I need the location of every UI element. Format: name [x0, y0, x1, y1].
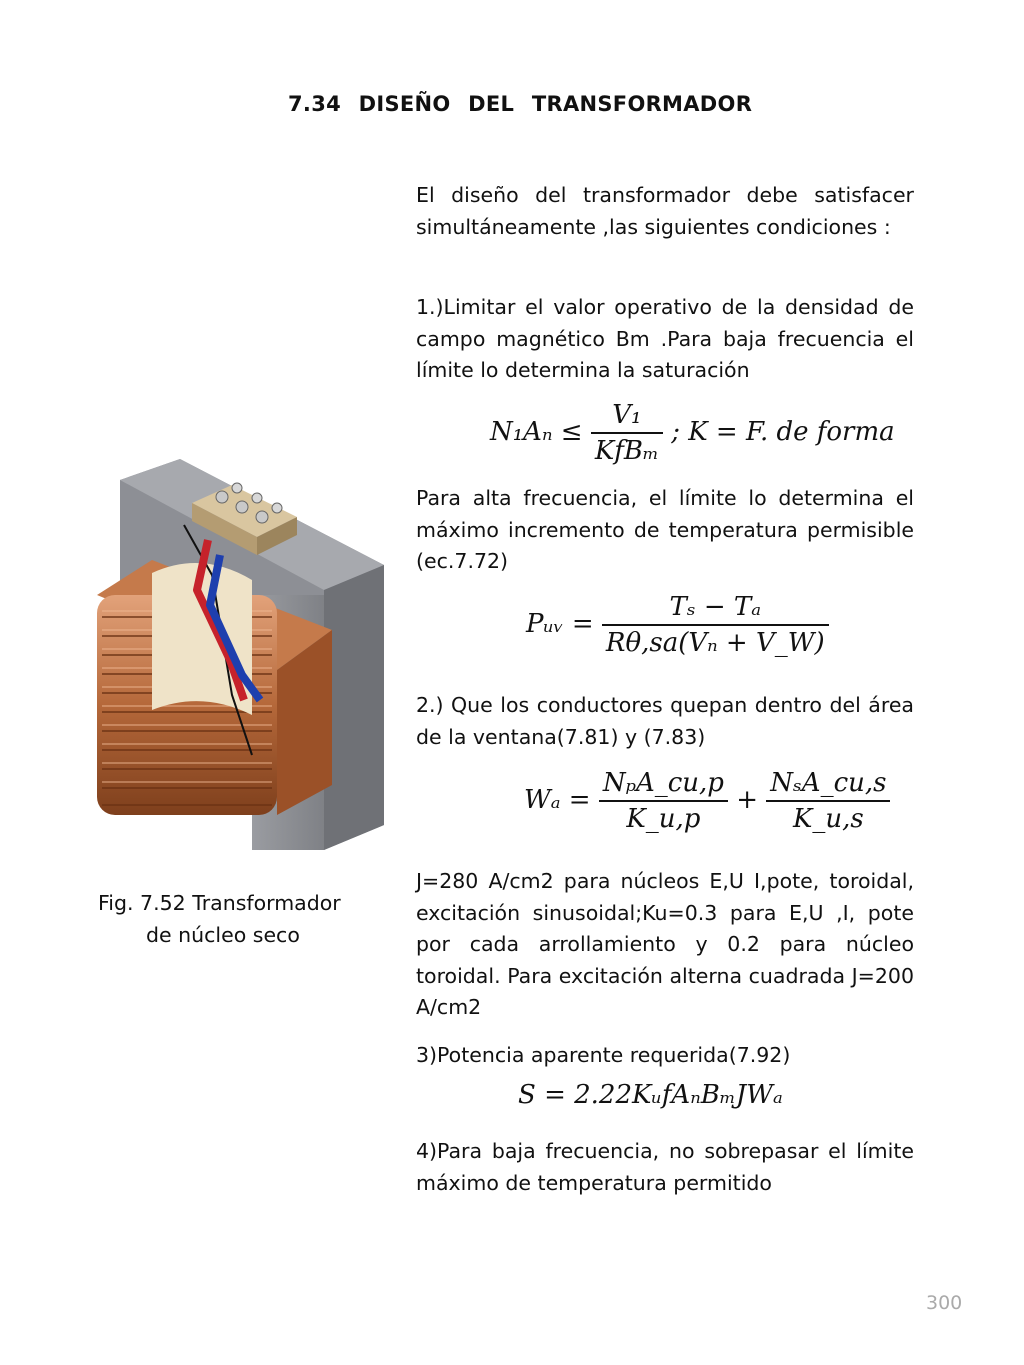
high-frequency-paragraph: Para alta frecuencia, el límite lo determina el máximo incremento de temperatura permisible (ec.7.72) [416, 486, 914, 573]
condition-1-paragraph: 1.)Limitar el valor operativo de la densidad de campo magnético Bm .Para baja frecuencia el límite lo determina la saturación [416, 295, 914, 382]
figure-caption [98, 887, 368, 951]
caption-line-2: de núcleo seco [146, 923, 300, 947]
eq1-left: N₁Aₙ ≤ [490, 417, 583, 447]
eq1-fraction [591, 398, 663, 468]
eq3-plus: + [736, 785, 759, 815]
eq2-denominator: Rθ,sa(Vₙ + V_W) [605, 628, 825, 658]
eq1-right: ; K = F. de forma [671, 417, 895, 447]
eq2-left: Pᵤᵥ = [526, 609, 594, 639]
eq2-fraction [602, 590, 829, 660]
eq3-denominator-primary: K_u,p [626, 804, 701, 834]
page-number: 300 [926, 1292, 963, 1314]
condition-2-paragraph: 2.) Que los conductores quepan dentro del área de la ventana(7.81) y (7.83) [416, 693, 914, 749]
eq1-numerator: V₁ [591, 398, 663, 434]
eq2-numerator: Tₛ − Tₐ [602, 590, 829, 626]
caption-line-1: Fig. 7.52 Transformador [98, 891, 341, 915]
transformer-illustration [92, 455, 404, 860]
condition-3-paragraph: 3)Potencia aparente requerida(7.92) [416, 1043, 791, 1067]
equation-window-area [524, 766, 890, 836]
current-density-paragraph: J=280 A/cm2 para núcleos E,U I,pote, toroidal, excitación sinusoidal;Ku=0.3 para E,U ,I, pote por cada arrollamiento y 0.2 para núcleo toroidal. Para excitación alterna cuadrada J=200 A/cm2 [416, 869, 914, 1019]
intro-paragraph: El diseño del transformador debe satisfacer simultáneamente ,las siguientes condiciones : [416, 183, 914, 239]
eq3-fraction-primary [599, 766, 728, 836]
eq3-numerator-secondary: NₛA_cu,s [766, 766, 890, 802]
equation-flux-density [490, 398, 895, 468]
eq1-denominator: KfBₘ [594, 436, 659, 466]
condition-4-paragraph: 4)Para baja frecuencia, no sobrepasar el límite máximo de temperatura permitido [416, 1139, 914, 1195]
equation-power-loss [526, 590, 829, 660]
eq3-numerator-primary: NₚA_cu,p [599, 766, 728, 802]
core-side-face [324, 565, 384, 850]
eq3-denominator-secondary: K_u,s [792, 804, 864, 834]
equation-apparent-power: S = 2.22KᵤfAₙBₘJWₐ [518, 1080, 783, 1110]
eq3-fraction-secondary [766, 766, 890, 836]
eq3-left: Wₐ = [524, 785, 591, 815]
section-heading: 7.34 DISEÑO DEL TRANSFORMADOR [288, 92, 753, 116]
